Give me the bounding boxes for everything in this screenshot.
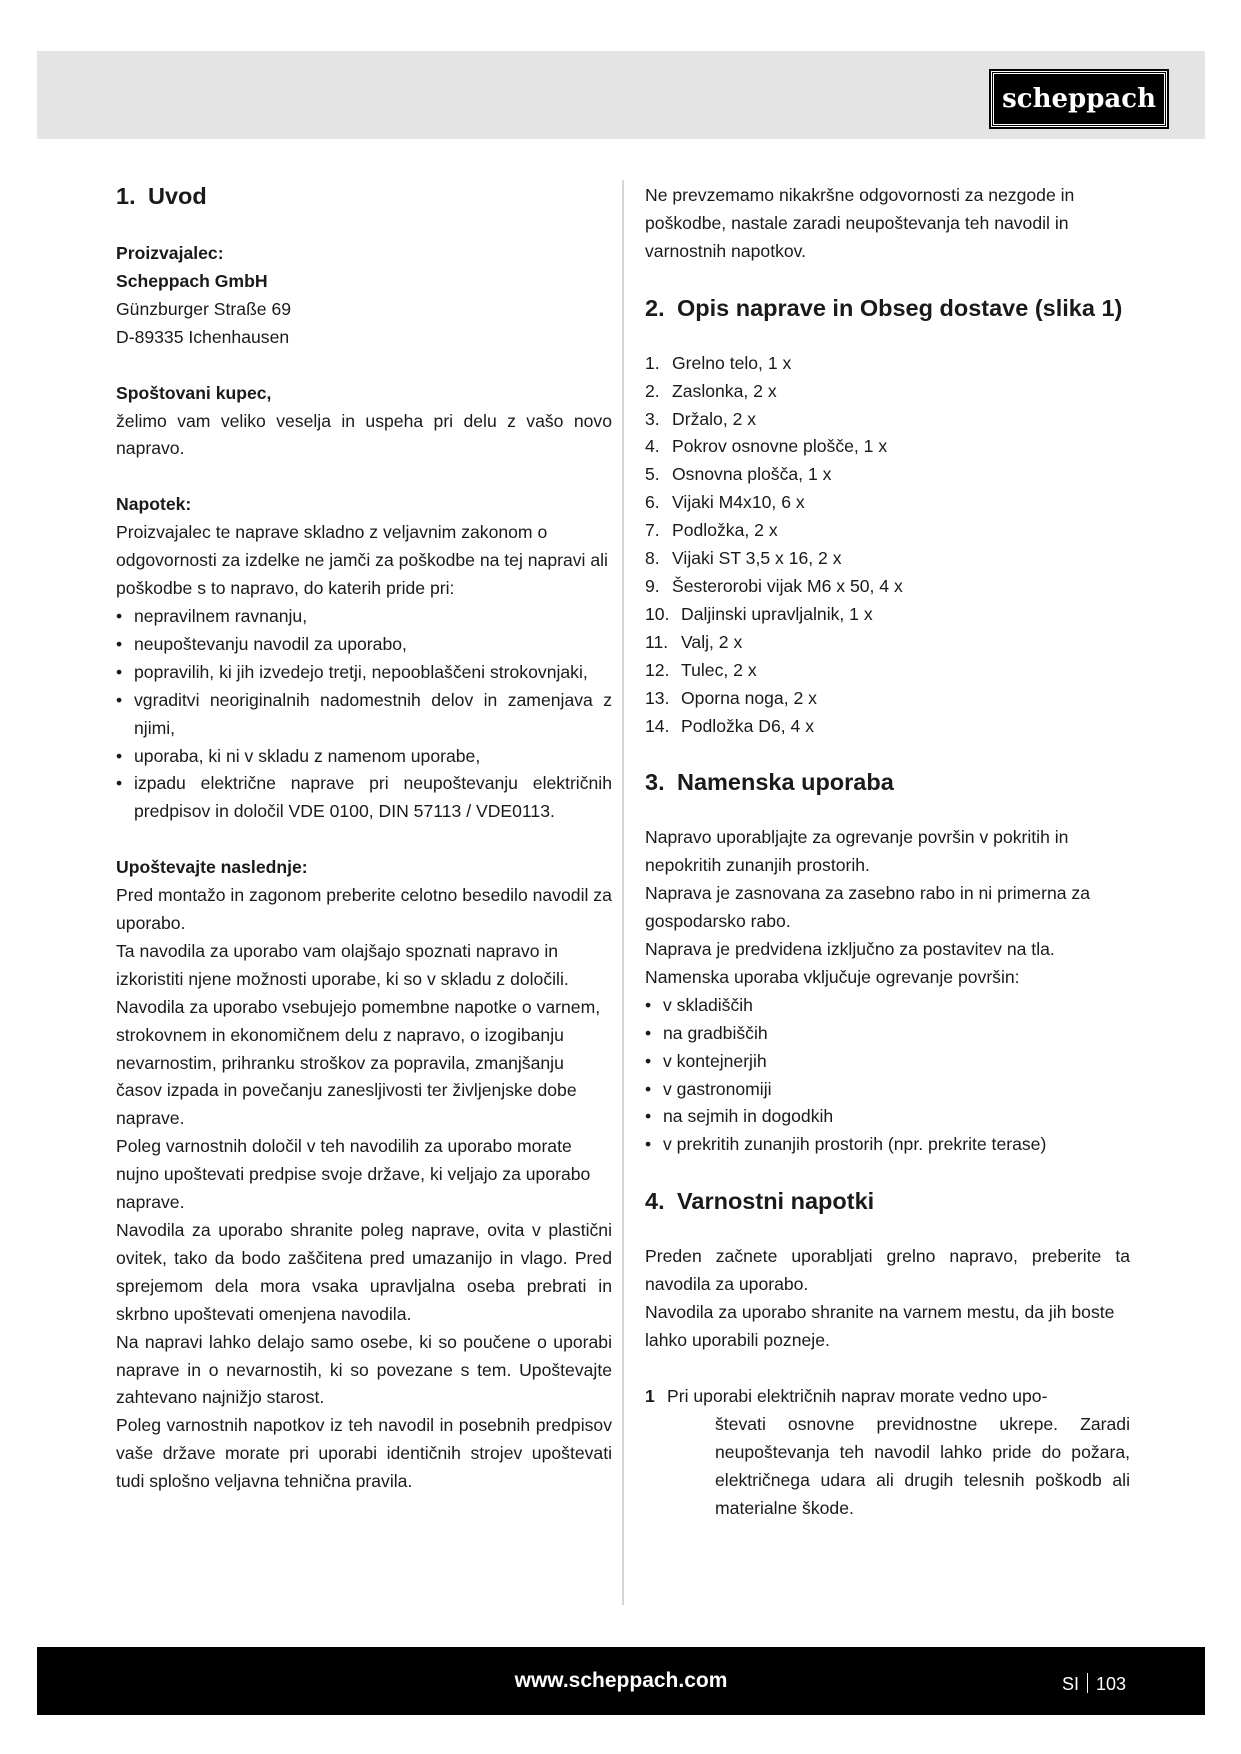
list-item: • v skladiščih <box>645 992 1130 1020</box>
right-column <box>645 182 1130 1522</box>
greeting-text: želimo vam veliko veselja in uspeha pri delu z vašo novo napravo. <box>116 410 612 459</box>
footer-url[interactable]: www.scheppach.com <box>514 1669 728 1692</box>
safety-item-rest: števati osnovne previdnostne ukrepe. Zaradi neupoštevanja teh navodil lahko pride do požara, električnega udara ali drugih telesnih poškodb ali materialne škode. <box>715 1413 1130 1518</box>
column-divider <box>622 180 624 1605</box>
list-item <box>645 461 1130 489</box>
paragraph: Naprava je predvidena izključno za postavitev na tla. <box>645 939 1055 960</box>
list-item: • na sejmih in dogodkih <box>645 1103 1130 1131</box>
list-item <box>645 685 1130 713</box>
item-number: 7. <box>645 520 660 541</box>
list-item: • v kontejnerjih <box>645 1048 1130 1076</box>
note-list <box>116 603 612 826</box>
list-item: • uporaba, ki ni v skladu z namenom uporabe, <box>116 743 612 771</box>
left-column <box>116 182 612 1496</box>
page-number <box>1062 1673 1126 1695</box>
item-text: Pokrov osnovne plošče, 1 x <box>672 436 888 457</box>
item-number: 6. <box>645 492 660 513</box>
paragraph: Naprava je zasnovana za zasebno rabo in ni primerna za gospodarsko rabo. <box>645 883 1090 932</box>
item-text: Zaslonka, 2 x <box>672 380 777 401</box>
scheppach-logo: scheppach <box>991 71 1167 127</box>
address-city: D-89335 Ichenhausen <box>116 326 290 347</box>
list-item <box>645 433 1130 461</box>
paragraph: Poleg varnostnih določil v teh navodilih za uporabo morate nujno upoštevati predpise svoje države, ki veljajo za uporabo naprave. <box>116 1136 591 1213</box>
list-item <box>645 517 1130 545</box>
item-number: 9. <box>645 575 660 596</box>
use-list <box>645 992 1130 1159</box>
paragraph: Preden začnete uporabljati grelno napravo, preberite ta navodila za uporabo. <box>645 1246 1130 1295</box>
list-item <box>645 406 1130 434</box>
list-item <box>645 489 1130 517</box>
safety-item-body <box>667 1383 1130 1523</box>
paragraph: Na napravi lahko delajo samo osebe, ki so poučene o uporabi naprave in o nevarnostih, ki so povezane s tem. Upoštevajte zahtevano najnižjo starost. <box>116 1331 612 1408</box>
greeting: Spoštovani kupec, <box>116 382 272 403</box>
paragraph: Namenska uporaba vključuje ogrevanje površin: <box>645 966 1020 987</box>
list-item <box>645 629 1130 657</box>
section-number: 3. <box>645 769 665 796</box>
list-item: • v prekritih zunanjih prostorih (npr. prekrite terase) <box>645 1131 1130 1159</box>
item-number: 13. <box>645 687 670 708</box>
item-text: Osnovna plošča, 1 x <box>672 464 832 485</box>
list-item: • izpadu električne naprave pri neupoštevanju električnih predpisov in določil VDE 0100, DIN 57113 / VDE0113. <box>116 770 612 826</box>
section-1-heading <box>116 182 612 210</box>
item-text: Vijaki M4x10, 6 x <box>672 492 805 513</box>
paragraph: Pred montažo in zagonom preberite celotno besedilo navodil za uporabo. <box>116 885 612 934</box>
section-4-heading <box>645 1187 1130 1215</box>
item-text: Šesterorobi vijak M6 x 50, 4 x <box>672 575 903 596</box>
note-text: Proizvajalec te naprave skladno z veljavnim zakonom o odgovornosti za izdelke ne jamči za poškodbe na tej napravi ali poškodbe s to napravo, do katerih pride pri: <box>116 522 608 599</box>
item-number: 10. <box>645 603 670 624</box>
item-number: 11. <box>645 631 669 652</box>
paragraph: Navodila za uporabo shranite na varnem mestu, da jih boste lahko uporabili pozneje. <box>645 1302 1115 1350</box>
note-label: Napotek: <box>116 494 192 515</box>
list-item: • neupoštevanju navodil za uporabo, <box>116 631 612 659</box>
item-text: Podložka D6, 4 x <box>681 715 815 736</box>
list-item: • vgraditvi neoriginalnih nadomestnih delov in zamenjava z njimi, <box>116 687 612 743</box>
list-item <box>645 713 1130 741</box>
item-number: 1. <box>645 352 660 373</box>
observe-label: Upoštevajte naslednje: <box>116 857 308 878</box>
safety-item-first-line: Pri uporabi električnih naprav morate vedno upo- <box>667 1385 1048 1406</box>
paragraph: Napravo uporabljajte za ogrevanje površin v pokritih in nepokritih zunanjih prostorih. <box>645 827 1069 876</box>
section-number: 1. <box>116 183 136 209</box>
item-text: Tulec, 2 x <box>681 659 757 680</box>
item-number: 2. <box>645 380 660 401</box>
manufacturer-label: Proizvajalec: <box>116 243 224 263</box>
list-item <box>645 545 1130 573</box>
list-item <box>645 350 1130 378</box>
list-item: • popravilih, ki jih izvedejo tretji, nepooblaščeni strokovnjaki, <box>116 659 612 687</box>
list-item <box>645 657 1130 685</box>
item-number: 3. <box>645 408 660 429</box>
item-number: 4. <box>645 436 660 457</box>
item-number: 14. <box>645 715 670 736</box>
item-number: 8. <box>645 548 660 569</box>
section-3-heading <box>645 768 1130 796</box>
item-text: Držalo, 2 x <box>672 408 757 429</box>
paragraph: Navodila za uporabo shranite poleg naprave, ovita v plastični ovitek, tako da bodo zaščitena pred umazanijo in vlago. Pred sprejemom dela mora vsaka upravljalna oseba prebrati in skrbno upoštevati omenjena navodila. <box>116 1220 612 1324</box>
page-num: 103 <box>1095 1674 1126 1694</box>
item-number: 12. <box>645 659 670 680</box>
language-code: SI <box>1061 1674 1079 1694</box>
list-item <box>645 601 1130 629</box>
list-item <box>645 378 1130 406</box>
section-title: Uvod <box>148 183 207 209</box>
section-number: 4. <box>645 1188 665 1215</box>
list-item <box>645 573 1130 601</box>
item-number: 5. <box>645 464 660 485</box>
list-item: • nepravilnem ravnanju, <box>116 603 612 631</box>
item-text: Grelno telo, 1 x <box>672 352 792 373</box>
address-street: Günzburger Straße 69 <box>116 298 292 319</box>
paragraph: Poleg varnostnih napotkov iz teh navodil in posebnih predpisov vaše države morate pri uporabi identičnih strojev upoštevati tudi splošno veljavna tehnična pravila. <box>116 1415 612 1492</box>
disclaimer: Ne prevzemamo nikakršne odgovornosti za nezgode in poškodbe, nastale zaradi neupoštevanja teh navodil in varnostnih napotkov. <box>645 185 1075 261</box>
section-number: 2. <box>645 294 665 321</box>
item-text: Vijaki ST 3,5 x 16, 2 x <box>672 548 842 569</box>
list-item: • na gradbiščih <box>645 1020 1130 1048</box>
paragraph: Navodila za uporabo vsebujejo pomembne napotke o varnem, strokovnem in ekonomičnem delu z napravo, o izogibanju nevarnostim, prihranku stroškov za popravila, zmanjšanju časov izpada in povečanju zanesljivosti ter življenjske dobe naprave. <box>116 996 601 1129</box>
section-title: Namenska uporaba <box>677 769 894 796</box>
item-number: 1 <box>645 1385 655 1406</box>
safety-item <box>645 1383 1130 1523</box>
parts-list <box>645 350 1130 741</box>
section-title: Opis naprave in Obseg dostave (slika 1) <box>677 294 1123 321</box>
item-text: Podložka, 2 x <box>672 520 778 541</box>
item-text: Daljinski upravljalnik, 1 x <box>681 603 873 624</box>
paragraph: Ta navodila za uporabo vam olajšajo spoznati napravo in izkoristiti njene možnosti uporabe, ki so v skladu z določili. <box>116 940 569 989</box>
separator <box>1087 1673 1088 1693</box>
list-item: • v gastronomiji <box>645 1076 1130 1104</box>
footer-band <box>37 1647 1205 1715</box>
section-2-heading <box>645 294 1130 322</box>
manufacturer-name: Scheppach GmbH <box>116 270 268 291</box>
item-text: Oporna noga, 2 x <box>681 687 817 708</box>
item-text: Valj, 2 x <box>681 631 743 652</box>
header-band <box>37 51 1205 139</box>
section-title: Varnostni napotki <box>677 1188 875 1215</box>
